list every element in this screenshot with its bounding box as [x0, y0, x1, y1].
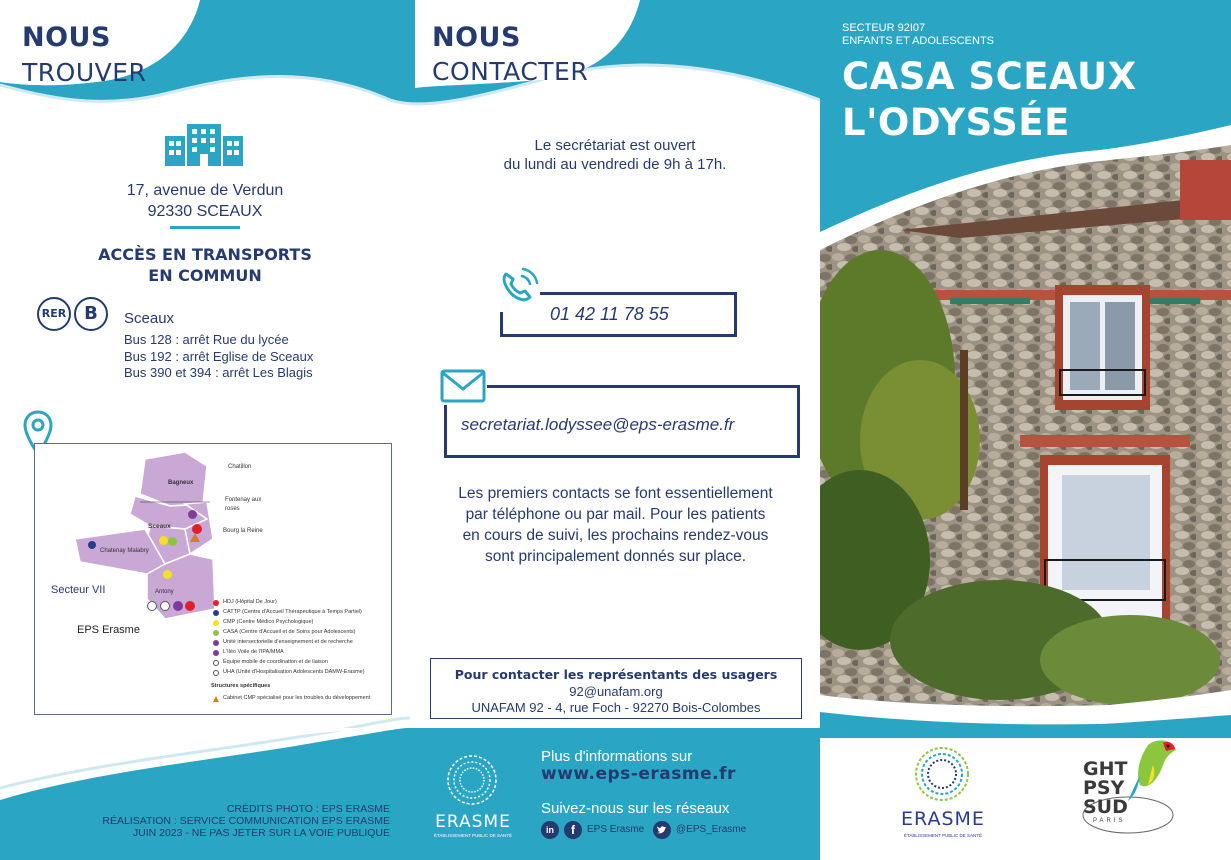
map-town-sceaux: Sceaux: [148, 523, 171, 530]
legend-dot-3: [213, 630, 219, 636]
facebook-icon[interactable]: f: [564, 821, 582, 839]
address-line2: 92330 SCEAUX: [147, 203, 263, 220]
map-dot-casa: [168, 537, 177, 546]
map-town-chatillon: Chatillon: [228, 464, 252, 470]
phone-box-top: [540, 292, 737, 295]
ght-line2: PSY: [1083, 777, 1125, 799]
building-icon: [163, 122, 245, 167]
more-info-text: Plus d'informations sur: [541, 748, 693, 765]
legend-item-6: Équipe mobile de coordination et de liaison: [223, 659, 328, 665]
cover-title-line1: CASA SCEAUX: [842, 55, 1137, 98]
credits-line2: RÉALISATION : SERVICE COMMUNICATION EPS ERASME: [102, 815, 390, 827]
map-dot-uha: [160, 601, 170, 611]
legend-item-4: Unité intersectorielle d'enseignement et de recherche: [223, 639, 353, 645]
map-town-bagneux: Bagneux: [168, 480, 194, 486]
phone-box-left: [500, 312, 503, 337]
legend-item-1: CATTP (Centre d'Accueil Thérapeutique à Temps Partiel): [223, 609, 362, 615]
legend-item-0: HDJ (Hôpital De Jour): [223, 599, 277, 605]
representatives-address: UNAFAM 92 - 4, rue Foch - 92270 Bois-Colombes: [471, 700, 761, 715]
access-title-line2: EN COMMUN: [148, 266, 262, 285]
paragraph-line2: par téléphone ou par mail. Pour les patients: [465, 506, 766, 523]
phone-number-link[interactable]: 01 42 11 78 55: [550, 304, 669, 324]
map-sector-label: Secteur VII: [51, 584, 106, 596]
website-link[interactable]: www.eps-erasme.fr: [541, 764, 736, 784]
email-box-left: [444, 405, 447, 458]
email-box-top: [487, 385, 800, 388]
ght-line4: PARIS: [1093, 818, 1126, 824]
legend-heading: Structures spécifiques: [211, 683, 271, 689]
hours-line1: Le secrétariat est ouvert: [534, 137, 696, 154]
twitter-icon[interactable]: [653, 821, 671, 839]
paragraph-line1: Les premiers contacts se font essentiellement: [458, 485, 773, 502]
find-heading-light: TROUVER: [22, 58, 147, 87]
legend-dot-special: [213, 696, 219, 702]
map-dot-cmp-antony: [163, 570, 172, 579]
map-dot-cmp: [159, 536, 168, 545]
bus-line-3: Bus 390 et 394 : arrêt Les Blagis: [124, 365, 313, 380]
follow-text: Suivez-nous sur les réseaux: [541, 800, 730, 817]
erasme-logo-icon: [912, 744, 972, 804]
map-dot-hdj-antony: [185, 601, 195, 611]
sector-line1: SECTEUR 92I07: [842, 22, 926, 34]
legend-dot-7: [213, 670, 219, 676]
ght-line1: GHT: [1083, 758, 1128, 780]
credits-line1: CRÉDITS PHOTO : EPS ERASME: [226, 803, 390, 815]
cover-title-line2: L'ODYSSÉE: [842, 101, 1070, 144]
representatives-box: [430, 658, 802, 719]
legend-item-2: CMP (Centre Médico Psychologique): [223, 619, 314, 625]
map-dot-unit: [188, 510, 197, 519]
map-town-fontenay: Fontenay aux roses: [225, 497, 262, 512]
legend-item-7: UHA (Unité d'Hospitalisation Adolescents DAMW-Erasme): [223, 669, 365, 675]
social-name-2[interactable]: @EPS_Erasme: [676, 824, 747, 835]
ght-line3: SUD: [1083, 796, 1128, 818]
rer-station: Sceaux: [124, 310, 175, 327]
credits-line3: JUIN 2023 - NE PAS JETER SUR LA VOIE PUBLIQUE: [132, 827, 390, 839]
map-town-antony: Antony: [155, 589, 174, 595]
email-link[interactable]: secretariat.lodyssee@eps-erasme.fr: [461, 415, 735, 434]
legend-dot-6: [213, 660, 219, 666]
rer-line-badge: B: [74, 297, 108, 331]
footer-logo-text: ERASME: [435, 812, 511, 832]
representatives-email[interactable]: 92@unafam.org: [569, 684, 663, 699]
paragraph-line3: en cours de suivi, les prochains rendez-vous: [462, 527, 769, 544]
map-town-chatenay: Chatenay Malabry: [100, 548, 149, 554]
legend-dot-2: [213, 620, 219, 626]
legend-item-5: L'Iléo Voile de l'IPA/MMA: [223, 649, 284, 655]
map-dot-mobile: [147, 601, 157, 611]
address-divider: [170, 226, 240, 229]
map-dot-special: [190, 533, 200, 542]
bus-line-2: Bus 192 : arrêt Eglise de Sceaux: [124, 348, 314, 364]
map-org-label: EPS Erasme: [77, 624, 140, 636]
access-title-line1: ACCÈS EN TRANSPORTS: [98, 245, 312, 264]
legend-dot-5: [213, 650, 219, 656]
social-name-1[interactable]: EPS Erasme: [587, 824, 645, 835]
representatives-title: Pour contacter les représentants des usagers: [454, 667, 778, 682]
legend-dot-4: [213, 640, 219, 646]
rer-badge: RER: [37, 297, 71, 331]
legend-dot-1: [213, 610, 219, 616]
erasme-laurel-icon: [444, 752, 500, 808]
hours-line2: du lundi au vendredi de 9h à 17h.: [503, 156, 727, 173]
sector-map: [34, 443, 392, 715]
map-town-bourg-la-reine: Bourg la Reine: [223, 528, 263, 534]
cover-erasme-subtext: ÉTABLISSEMENT PUBLIC DE SANTÉ: [903, 833, 983, 838]
map-dot-cattp: [88, 541, 96, 549]
contact-heading-bold: NOUS: [432, 22, 521, 53]
paragraph-line4: sont principalement donnés sur place.: [484, 548, 747, 565]
sector-line2: ENFANTS ET ADOLESCENTS: [842, 35, 995, 47]
map-dot-ileo: [173, 601, 183, 611]
legend-dot-0: [213, 600, 219, 606]
bus-line-1: Bus 128 : arrêt Rue du lycée: [124, 332, 289, 347]
legend-item-special: Cabinet CMP spécialisé pour les troubles du développement: [223, 695, 371, 701]
legend-item-3: CASA (Centre d'Accueil et de Soins pour Adolescents): [223, 629, 356, 635]
cover-erasme-text: ERASME: [901, 808, 985, 830]
footer-logo-subtext: ÉTABLISSEMENT PUBLIC DE SANTÉ: [433, 833, 513, 838]
address-line1: 17, avenue de Verdun: [126, 182, 284, 199]
contact-heading-light: CONTACTER: [432, 57, 589, 86]
linkedin-icon[interactable]: in: [541, 821, 559, 839]
find-heading-bold: NOUS: [22, 22, 111, 53]
